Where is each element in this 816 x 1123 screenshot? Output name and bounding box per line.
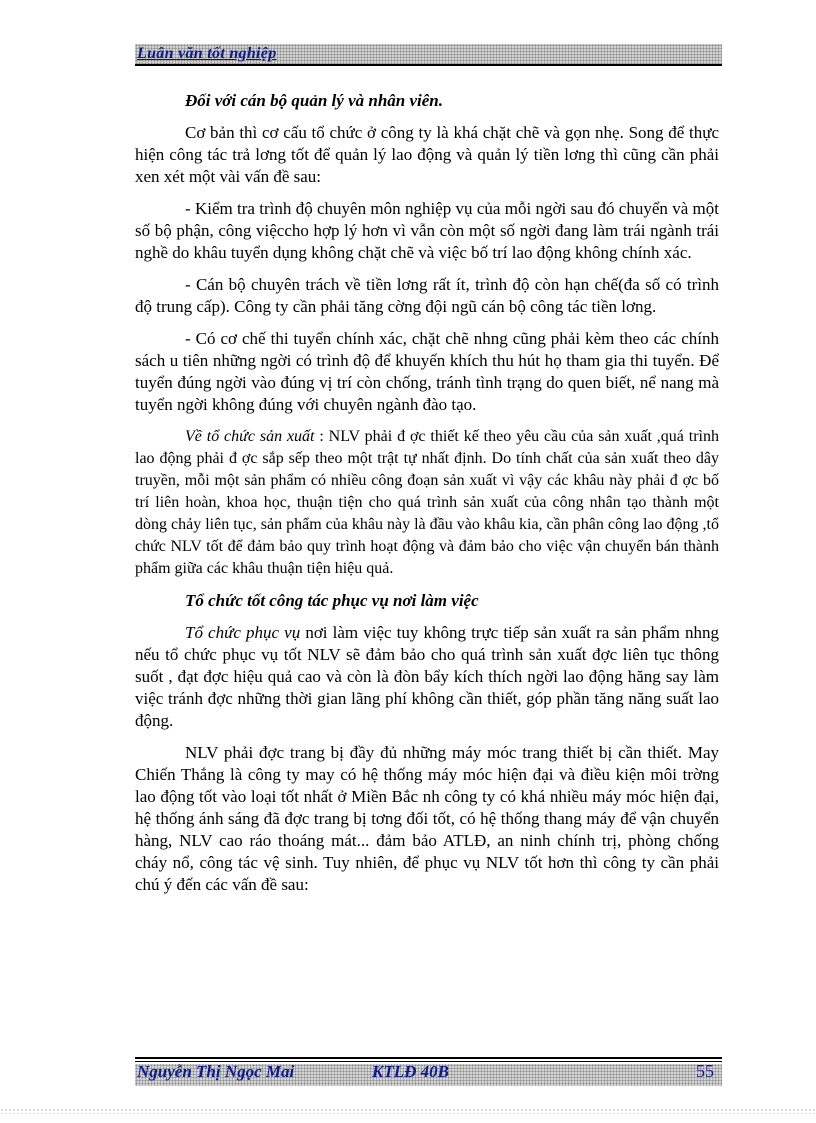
paragraph-text: nơi làm việc tuy không trực tiếp sản xuất ra sản phẩm nhng nếu tổ chức phục vụ tốt NLV sẽ đảm bảo cho quá trình sản xuất đợc liên tục thông suốt , đạt đợc hiệu quả cao và còn là đòn bẩy kích thích ngời lao động hăng say làm việc tránh đợc những thời gian lãng phí không cần thiết, góp phần tăng năng suất lao động.	[135, 623, 719, 730]
header-title: Luân văn tốt nghiệp	[137, 45, 277, 62]
footer-class: KTLĐ 40B	[372, 1062, 449, 1081]
paragraph	[135, 426, 719, 580]
bullet-paragraph: - Kiểm tra trình độ chuyên môn nghiệp vụ của mỗi ngời sau đó chuyển và một số bộ phận, công việccho hợp lý hơn vì vẫn còn một số ngời đang làm trái ngành trái nghề do khâu tuyển dụng không chặt chẽ và việc bố trí lao động không chính xác.	[135, 199, 719, 262]
document-body	[135, 90, 719, 906]
section-heading: Đối với cán bộ quản lý và nhân viên.	[185, 91, 443, 110]
footer-rule	[135, 1057, 722, 1059]
paragraph-lead: Về tổ chức sản xuất	[185, 428, 315, 445]
paragraph	[135, 622, 719, 732]
paragraph: Cơ bản thì cơ cấu tổ chức ở công ty là khá chặt chẽ và gọn nhẹ. Song để thực hiện công tác trả lơng tốt để quản lý lao động và quản lý tiền lơng thì cũng cần phải xen xét một vài vấn đề sau:	[135, 123, 719, 186]
bottom-border	[0, 1108, 816, 1114]
header-rule	[135, 64, 722, 66]
bullet-paragraph: - Có cơ chế thi tuyển chính xác, chặt chẽ nhng cũng phải kèm theo các chính sách u tiên những ngời có trình độ để khuyến khích thu hút họ tham gia thi tuyển. Để tuyển đúng ngời vào đúng vị trí còn chống, tránh tình trạng do quen biết, nể nang mà tuyển ngời không đúng với chuyên ngành đào tạo.	[135, 329, 719, 414]
page-number: 55	[696, 1061, 714, 1081]
paragraph-lead: Tổ chức phục vụ	[185, 623, 301, 642]
footer-author: Nguyễn Thị Ngọc Mai	[137, 1062, 295, 1081]
bullet-paragraph: - Cán bộ chuyên trách về tiền lơng rất ít, trình độ còn hạn chế(đa số có trình độ trung cấp). Công ty cần phải tăng cờng đội ngũ cán bộ công tác tiền lơng.	[135, 275, 719, 316]
paragraph: NLV phải đợc trang bị đầy đủ những máy móc trang thiết bị cần thiết. May Chiến Thắng là công ty may có hệ thống máy móc hiện đại và điều kiện môi trờng lao động tốt vào loại tốt nhất ở Miền Bắc nh công ty có khá nhiều máy móc hiện đại, hệ thống ánh sáng đã đợc trang bị tơng đối tốt, có hệ thống thang máy để vận chuyển hàng, NLV cao ráo thoáng mát... đảm bảo ATLĐ, an ninh chính trị, phòng chống cháy nổ, công tác vệ sinh. Tuy nhiên, để phục vụ NLV tốt hơn thì công ty cần phải chú ý đến các vấn đề sau:	[135, 743, 719, 894]
section-heading: Tổ chức tốt công tác phục vụ nơi làm việc	[185, 591, 479, 610]
paragraph-text: : NLV phải đ ợc thiết kế theo yêu cầu của sản xuất ,quá trình lao động phải đ ợc sắp sếp theo một trật tự nhất định. Do tính chất của sản xuất theo dây truyền, mỗi một sản phẩm có nhiều công đoạn sản xuất vì vậy các khâu này phải đ ợc bố trí liên hoàn, khoa học, thuận tiện cho quá trình sản xuất của công nhân tạo thành một dòng chảy liên tục, sản phẩm của khâu này là đầu vào khâu kia, cần phân công lao động ,tổ chức NLV tốt để đảm bảo quy trình hoạt động và đảm bảo cho việc vận chuyển bán thành phẩm giữa các khâu thuận tiện hiệu quả.	[135, 428, 719, 577]
